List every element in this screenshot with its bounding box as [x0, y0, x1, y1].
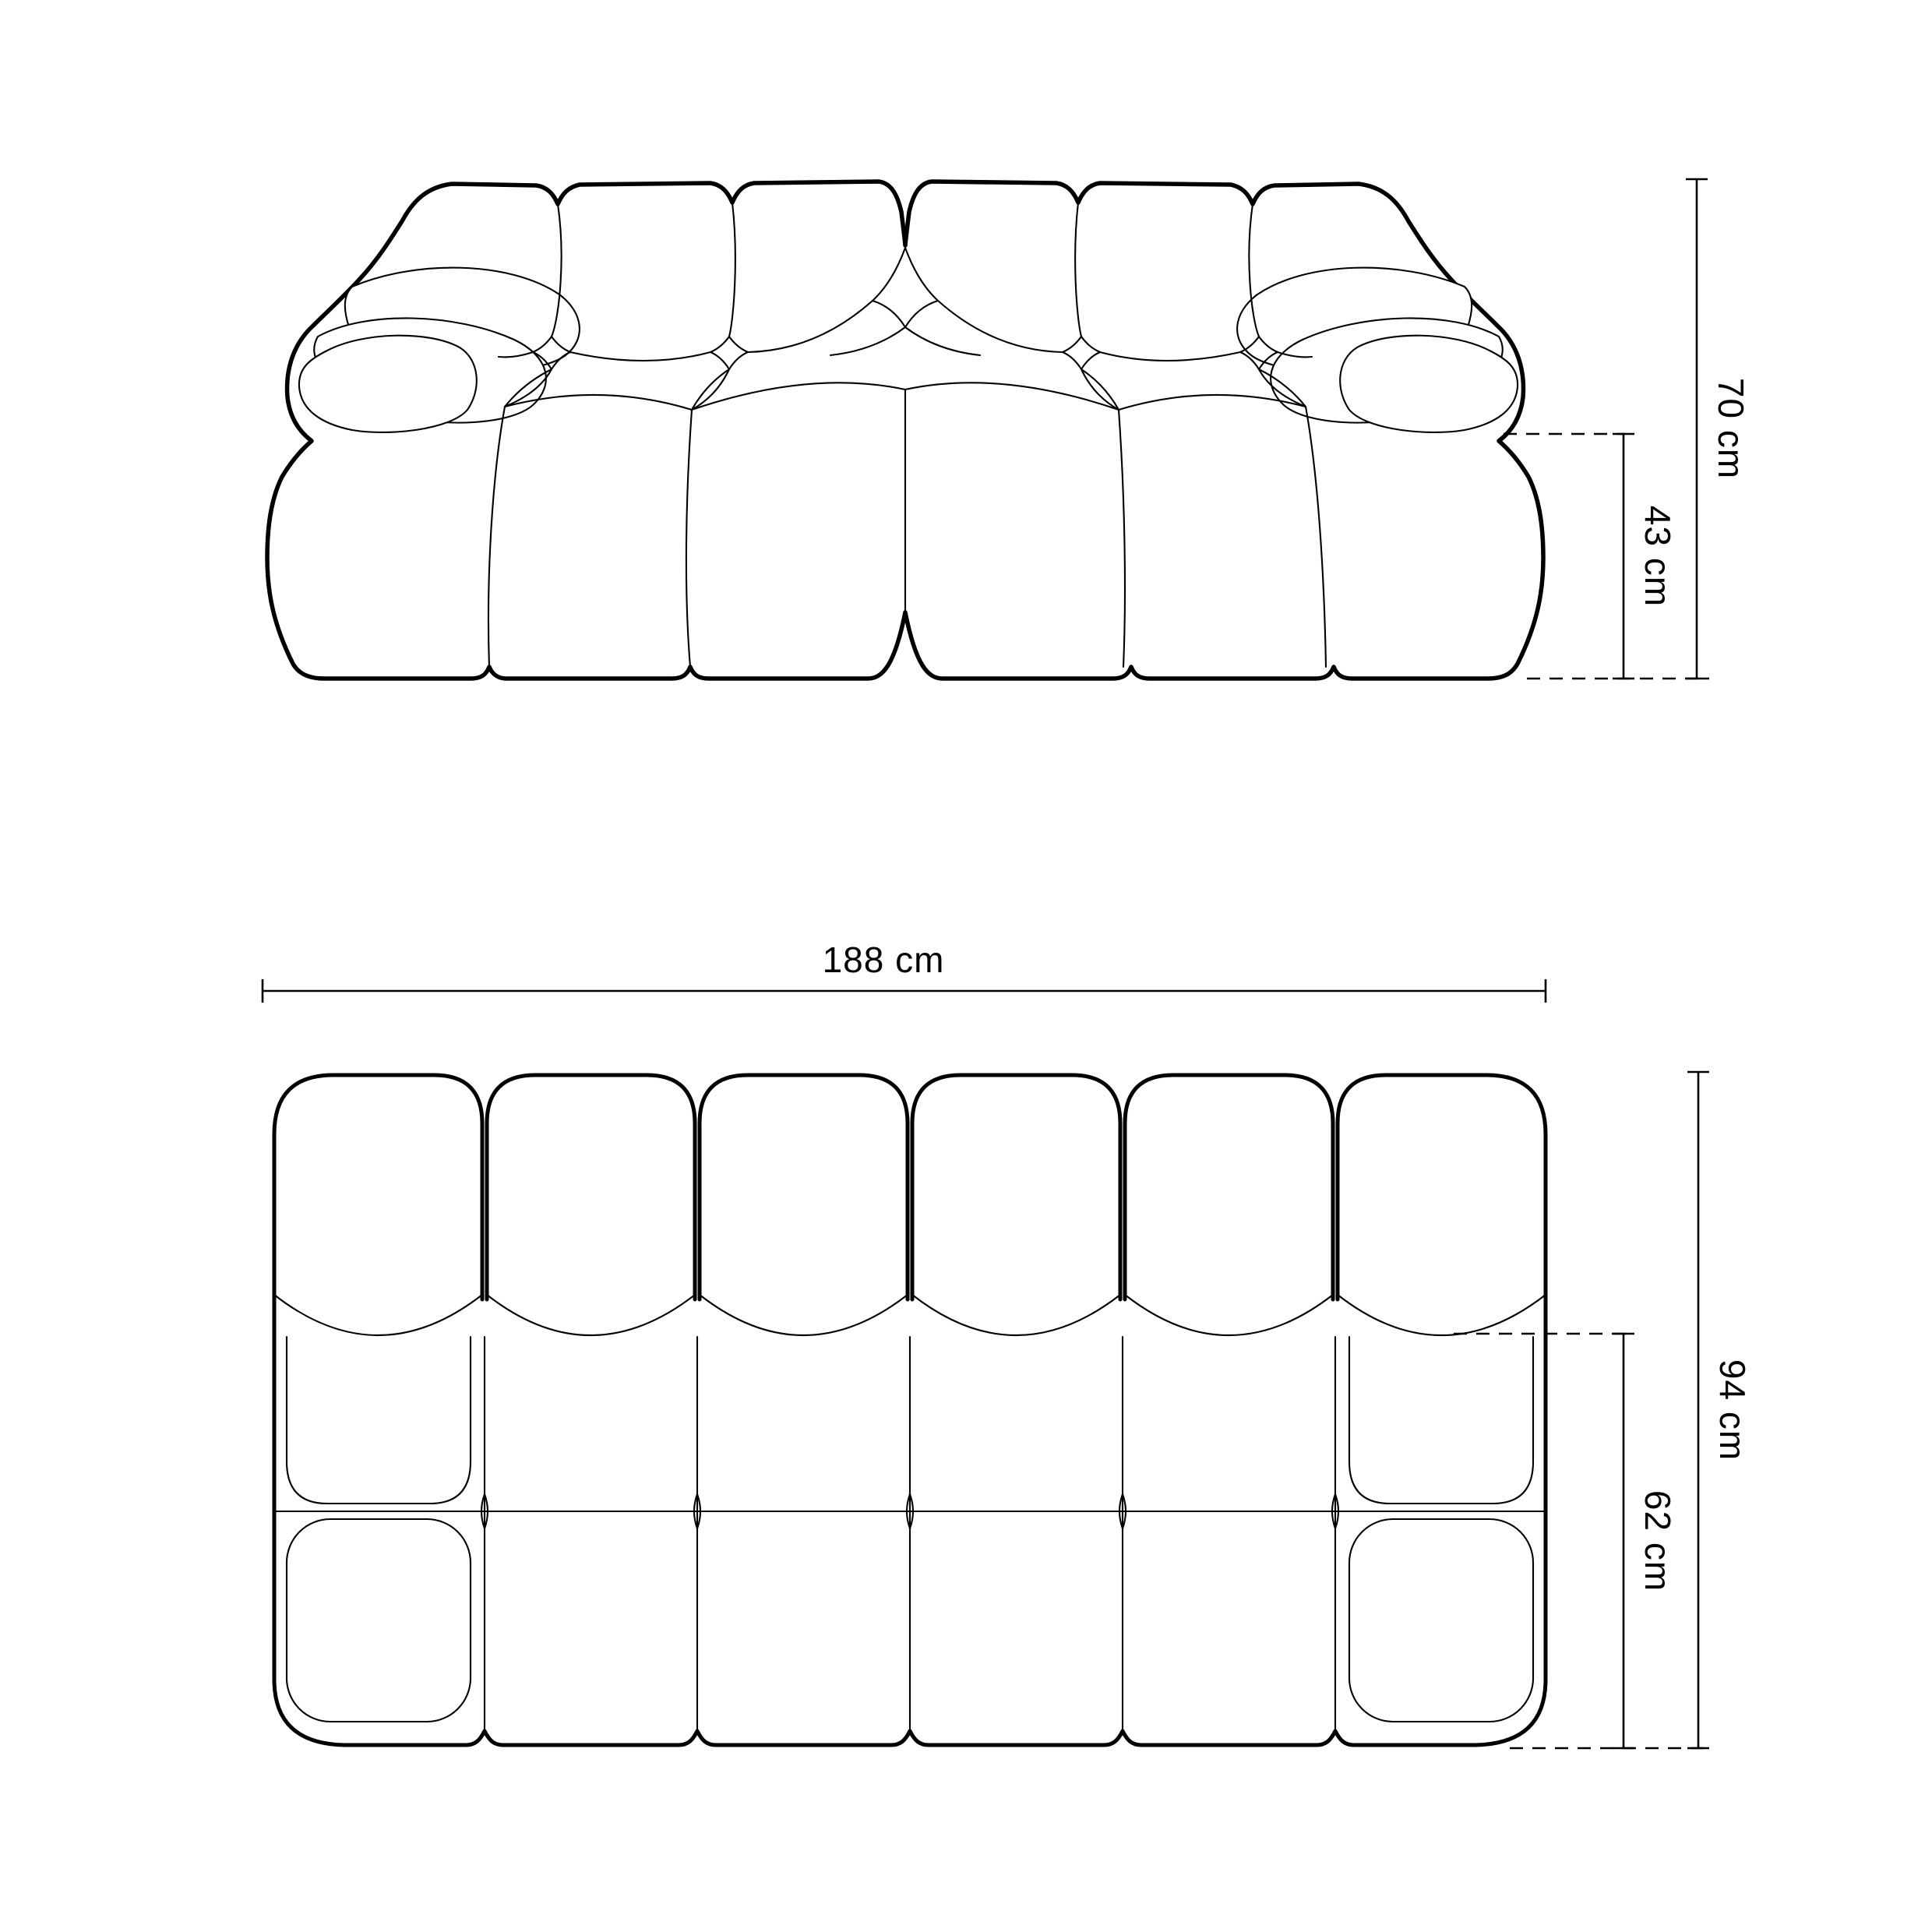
- dim-label-depth: 94 cm: [1712, 1359, 1753, 1461]
- plan-cell: [1125, 1075, 1333, 1299]
- plan-backrest-cells: [274, 1075, 1546, 1299]
- dimension-width: [263, 940, 1546, 1003]
- plan-cell: [274, 1075, 482, 1299]
- dim-label-height: 70 cm: [1711, 377, 1751, 480]
- dimension-depth: [1687, 1072, 1753, 1748]
- dimension-seat-depth: [1613, 1334, 1678, 1748]
- plan-cell: [487, 1075, 695, 1299]
- dimension-height: [1686, 179, 1751, 679]
- plan-cell: [912, 1075, 1120, 1299]
- dimension-seat-height: [1613, 434, 1678, 679]
- plan-cell: [1338, 1075, 1546, 1299]
- sofa-plan-view: [274, 1075, 1546, 1745]
- sofa-front-view: [267, 182, 1543, 679]
- dim-label-seat-depth: 62 cm: [1638, 1490, 1678, 1592]
- dim-label-seat-height: 43 cm: [1638, 505, 1678, 608]
- dim-label-width: 188 cm: [822, 940, 945, 980]
- plan-cell: [700, 1075, 908, 1299]
